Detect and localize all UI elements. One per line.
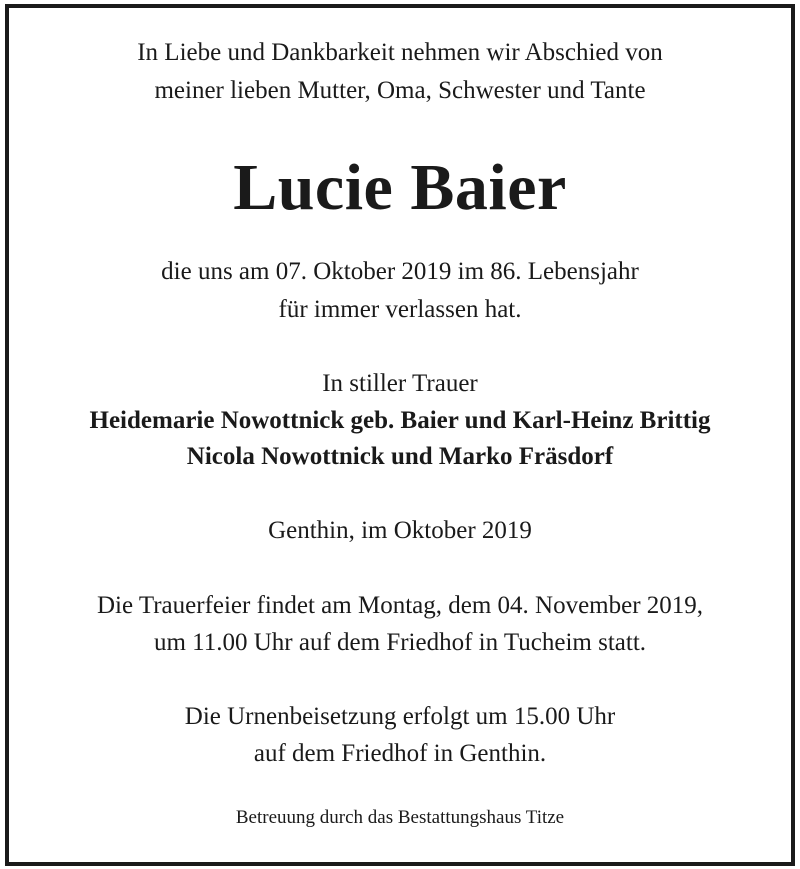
urn-burial-line-1: Die Urnenbeisetzung erfolgt um 15.00 Uhr	[184, 703, 616, 730]
obituary-notice	[5, 4, 795, 866]
mourners-line-1: Heidemarie Nowottnick geb. Baier und Karl-Heinz Brittig	[89, 407, 711, 434]
passing-line-1: die uns am 07. Oktober 2019 im 86. Lebensjahr	[161, 258, 639, 285]
passing-line-2: für immer verlassen hat.	[278, 296, 522, 323]
deceased-name: Lucie Baier	[233, 151, 567, 224]
urn-burial-line-2: auf dem Friedhof in Genthin.	[253, 740, 547, 767]
intro-line-2: meiner lieben Mutter, Oma, Schwester und Tante	[154, 77, 646, 104]
mourners-heading: In stiller Trauer	[322, 370, 478, 397]
funeral-home-credit: Betreuung durch das Bestattungshaus Titze	[235, 807, 565, 828]
funeral-line-1: Die Trauerfeier findet am Montag, dem 04. November 2019,	[96, 592, 704, 619]
mourners-line-2: Nicola Nowottnick und Marko Fräsdorf	[186, 443, 614, 470]
place-date: Genthin, im Oktober 2019	[268, 517, 532, 544]
funeral-line-2: um 11.00 Uhr auf dem Friedhof in Tucheim statt.	[153, 629, 647, 656]
intro-line-1: In Liebe und Dankbarkeit nehmen wir Abschied von	[137, 39, 663, 66]
